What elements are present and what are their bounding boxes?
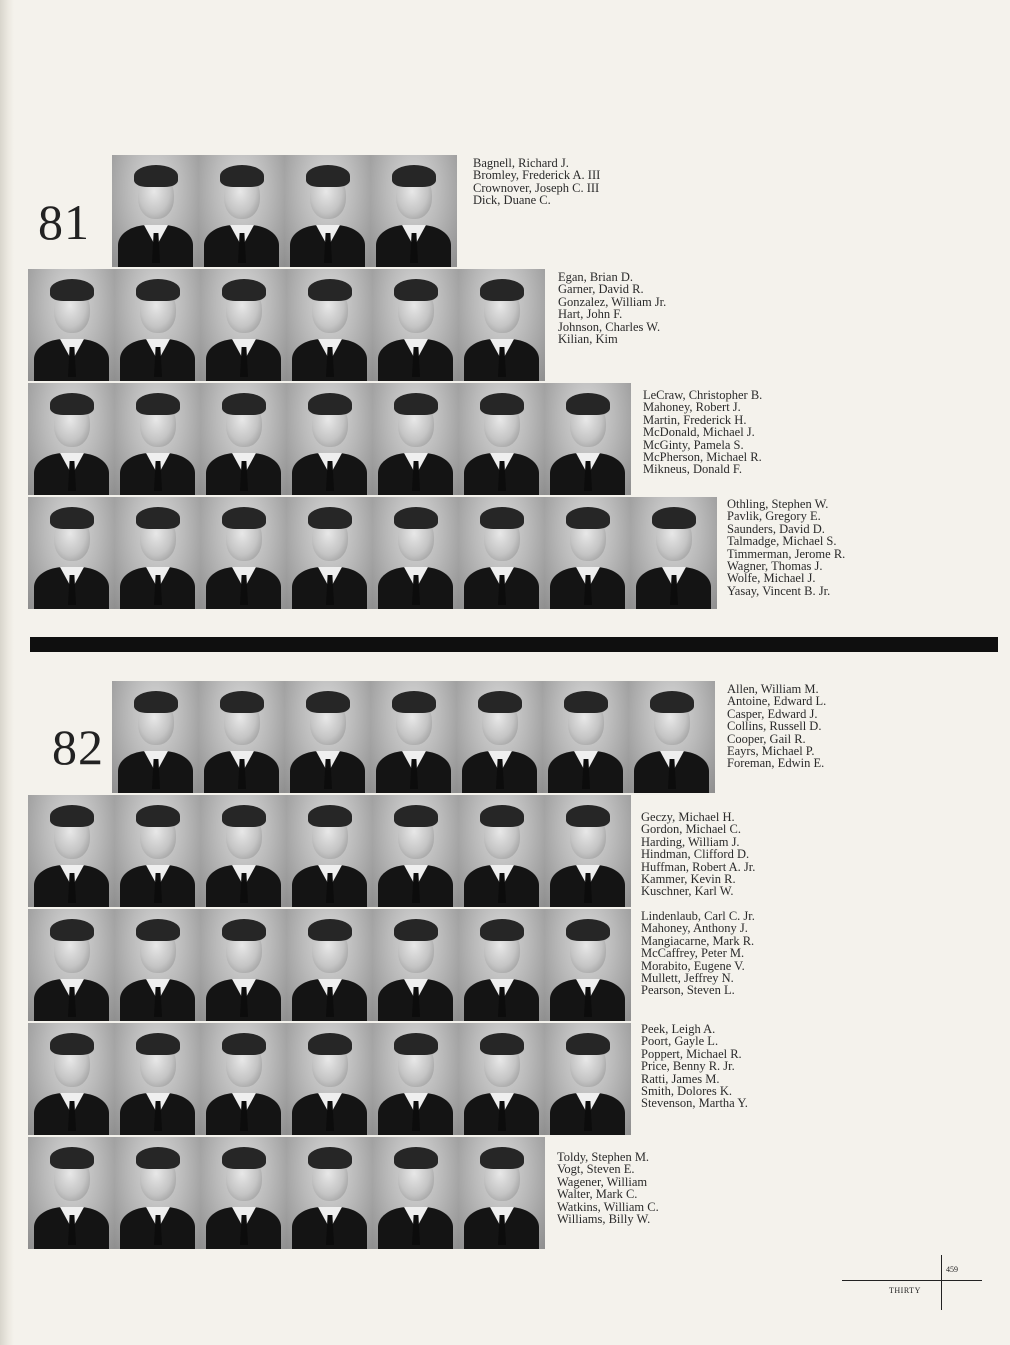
cadet-name: Eayrs, Michael P.	[727, 743, 815, 758]
section-divider	[30, 637, 998, 652]
cadet-name: Vogt, Steven E.	[557, 1162, 635, 1177]
cadet-portrait	[372, 795, 460, 907]
cadet-name: Wolfe, Michael J.	[727, 571, 816, 586]
cadet-portrait	[458, 383, 546, 495]
cadet-name: Poppert, Michael R.	[641, 1046, 742, 1061]
cadet-portrait	[200, 1137, 288, 1249]
cadet-name: Mahoney, Anthony J.	[641, 921, 748, 936]
cadet-portrait	[28, 383, 116, 495]
cadet-portrait	[372, 909, 460, 1021]
portrait-row	[28, 1023, 630, 1135]
cadet-name: Williams, Billy W.	[557, 1211, 651, 1226]
cadet-name: Othling, Stephen W.	[727, 497, 829, 511]
cadet-name: Huffman, Robert A. Jr.	[641, 859, 756, 874]
name-list	[641, 910, 755, 997]
cadet-name: Yasay, Vincent B. Jr.	[727, 583, 831, 598]
name-list	[727, 498, 845, 597]
cadet-portrait	[200, 1023, 288, 1135]
cadet-name: Egan, Brian D.	[558, 270, 633, 284]
cadet-name: Garner, David R.	[558, 282, 644, 297]
cadet-portrait	[28, 497, 116, 609]
cadet-portrait	[286, 909, 374, 1021]
cadet-portrait	[372, 497, 460, 609]
cadet-name: Allen, William M.	[727, 682, 819, 696]
cadet-portrait	[200, 383, 288, 495]
cadet-name: Johnson, Charles W.	[558, 319, 661, 334]
cadet-name: Talmadge, Michael S.	[727, 534, 837, 549]
cadet-name: Geczy, Michael H.	[641, 810, 735, 824]
cadet-portrait	[372, 1023, 460, 1135]
cadet-portrait	[630, 497, 718, 609]
cadet-name: Collins, Russell D.	[727, 719, 822, 734]
cadet-name: McCaffrey, Peter M.	[641, 946, 745, 961]
cadet-portrait	[112, 681, 200, 793]
name-list	[641, 811, 755, 898]
portrait-row	[28, 497, 716, 609]
name-list	[641, 1023, 748, 1110]
cadet-name: Watkins, William C.	[557, 1199, 659, 1214]
cadet-portrait	[284, 681, 372, 793]
cadet-name: Gordon, Michael C.	[641, 822, 741, 837]
cadet-portrait	[112, 155, 200, 267]
cadet-portrait	[284, 155, 372, 267]
cadet-portrait	[114, 497, 202, 609]
cadet-name: Smith, Dolores K.	[641, 1083, 732, 1098]
cadet-portrait	[544, 383, 632, 495]
cadet-portrait	[370, 681, 458, 793]
cadet-portrait	[544, 795, 632, 907]
class-number-heading: 82	[52, 719, 104, 775]
cadet-name: Bagnell, Richard J.	[473, 156, 569, 170]
cadet-portrait	[286, 497, 374, 609]
cadet-name: Kilian, Kim	[558, 331, 618, 346]
cadet-portrait	[458, 497, 546, 609]
cadet-name: Mahoney, Robert J.	[643, 400, 741, 415]
cadet-portrait	[458, 1023, 546, 1135]
name-list	[643, 389, 762, 476]
cadet-name: Kammer, Kevin R.	[641, 871, 736, 886]
cadet-name: Cooper, Gail R.	[727, 731, 806, 746]
cadet-portrait	[114, 909, 202, 1021]
cadet-portrait	[544, 909, 632, 1021]
cadet-portrait	[372, 269, 460, 381]
cadet-portrait	[114, 1023, 202, 1135]
portrait-row	[112, 155, 456, 267]
cadet-name: Antoine, Edward L.	[727, 694, 827, 709]
cadet-portrait	[372, 383, 460, 495]
cadet-name: Ratti, James M.	[641, 1071, 720, 1086]
cadet-portrait	[286, 1137, 374, 1249]
class-number-heading: 81	[38, 194, 90, 250]
cadet-portrait	[458, 795, 546, 907]
cadet-portrait	[198, 155, 286, 267]
name-list	[558, 271, 666, 345]
cadet-portrait	[200, 795, 288, 907]
cadet-name: Gonzalez, William Jr.	[558, 294, 667, 309]
cadet-name: Price, Benny R. Jr.	[641, 1059, 735, 1074]
portrait-row	[28, 795, 630, 907]
cadet-portrait	[286, 795, 374, 907]
cadet-name: Crownover, Joseph C. III	[473, 180, 600, 195]
cadet-portrait	[286, 383, 374, 495]
cadet-name: McDonald, Michael J.	[643, 425, 755, 440]
cadet-name: Pearson, Steven L.	[641, 983, 735, 998]
cadet-portrait	[28, 909, 116, 1021]
cadet-portrait	[28, 1137, 116, 1249]
cadet-portrait	[372, 1137, 460, 1249]
cadet-portrait	[28, 269, 116, 381]
cadet-name: Dick, Duane C.	[473, 193, 551, 208]
cadet-name: McPherson, Michael R.	[643, 449, 762, 464]
cadet-name: Timmerman, Jerome R.	[727, 546, 846, 561]
cadet-name: Walter, Mark C.	[557, 1187, 638, 1202]
cadet-portrait	[114, 1137, 202, 1249]
portrait-row	[28, 269, 544, 381]
cadet-name: Bromley, Frederick A. III	[473, 168, 601, 183]
cadet-name: LeCraw, Christopher B.	[643, 388, 763, 402]
cadet-name: Poort, Gayle L.	[641, 1034, 719, 1049]
cadet-portrait	[114, 269, 202, 381]
folio-rule-vertical	[941, 1255, 942, 1310]
cadet-portrait	[458, 909, 546, 1021]
cadet-portrait	[628, 681, 716, 793]
company-label: THIRTY	[889, 1286, 921, 1295]
cadet-name: Pavlik, Gregory E.	[727, 509, 821, 524]
folio-rule-horizontal	[842, 1280, 982, 1281]
cadet-portrait	[200, 269, 288, 381]
cadet-name: Kuschner, Karl W.	[641, 884, 734, 899]
cadet-name: McGinty, Pamela S.	[643, 437, 744, 452]
cadet-name: Stevenson, Martha Y.	[641, 1096, 748, 1111]
cadet-portrait	[458, 269, 546, 381]
cadet-portrait	[286, 269, 374, 381]
cadet-name: Saunders, David D.	[727, 521, 825, 536]
portrait-row	[28, 1137, 544, 1249]
cadet-name: Mangiacarne, Mark R.	[641, 933, 755, 948]
page-number: 459	[946, 1265, 958, 1274]
cadet-portrait	[200, 909, 288, 1021]
cadet-name: Wagener, William	[557, 1174, 648, 1189]
cadet-name: Hindman, Clifford D.	[641, 847, 750, 862]
cadet-name: Harding, William J.	[641, 834, 740, 849]
portrait-row	[112, 681, 714, 793]
cadet-portrait	[200, 497, 288, 609]
cadet-portrait	[198, 681, 286, 793]
cadet-portrait	[114, 383, 202, 495]
cadet-name: Morabito, Eugene V.	[641, 958, 745, 973]
cadet-portrait	[286, 1023, 374, 1135]
cadet-name: Mullett, Jeffrey N.	[641, 970, 734, 985]
cadet-name: Hart, John F.	[558, 307, 623, 322]
cadet-name: Wagner, Thomas J.	[727, 558, 823, 573]
cadet-name: Mikneus, Donald F.	[643, 462, 742, 477]
portrait-row	[28, 383, 630, 495]
cadet-portrait	[456, 681, 544, 793]
cadet-name: Casper, Edward J.	[727, 706, 818, 721]
cadet-portrait	[458, 1137, 546, 1249]
cadet-portrait	[28, 1023, 116, 1135]
cadet-portrait	[28, 795, 116, 907]
name-list	[473, 157, 600, 207]
page-binding-edge	[0, 0, 14, 1345]
cadet-name: Lindenlaub, Carl C. Jr.	[641, 909, 755, 923]
cadet-name: Martin, Frederick H.	[643, 412, 747, 427]
cadet-name: Peek, Leigh A.	[641, 1022, 716, 1036]
name-list	[727, 683, 826, 770]
cadet-name: Foreman, Edwin E.	[727, 756, 825, 771]
cadet-portrait	[114, 795, 202, 907]
name-list	[557, 1151, 659, 1225]
cadet-portrait	[544, 497, 632, 609]
cadet-name: Toldy, Stephen M.	[557, 1150, 650, 1164]
cadet-portrait	[542, 681, 630, 793]
cadet-portrait	[544, 1023, 632, 1135]
cadet-portrait	[370, 155, 458, 267]
portrait-row	[28, 909, 630, 1021]
